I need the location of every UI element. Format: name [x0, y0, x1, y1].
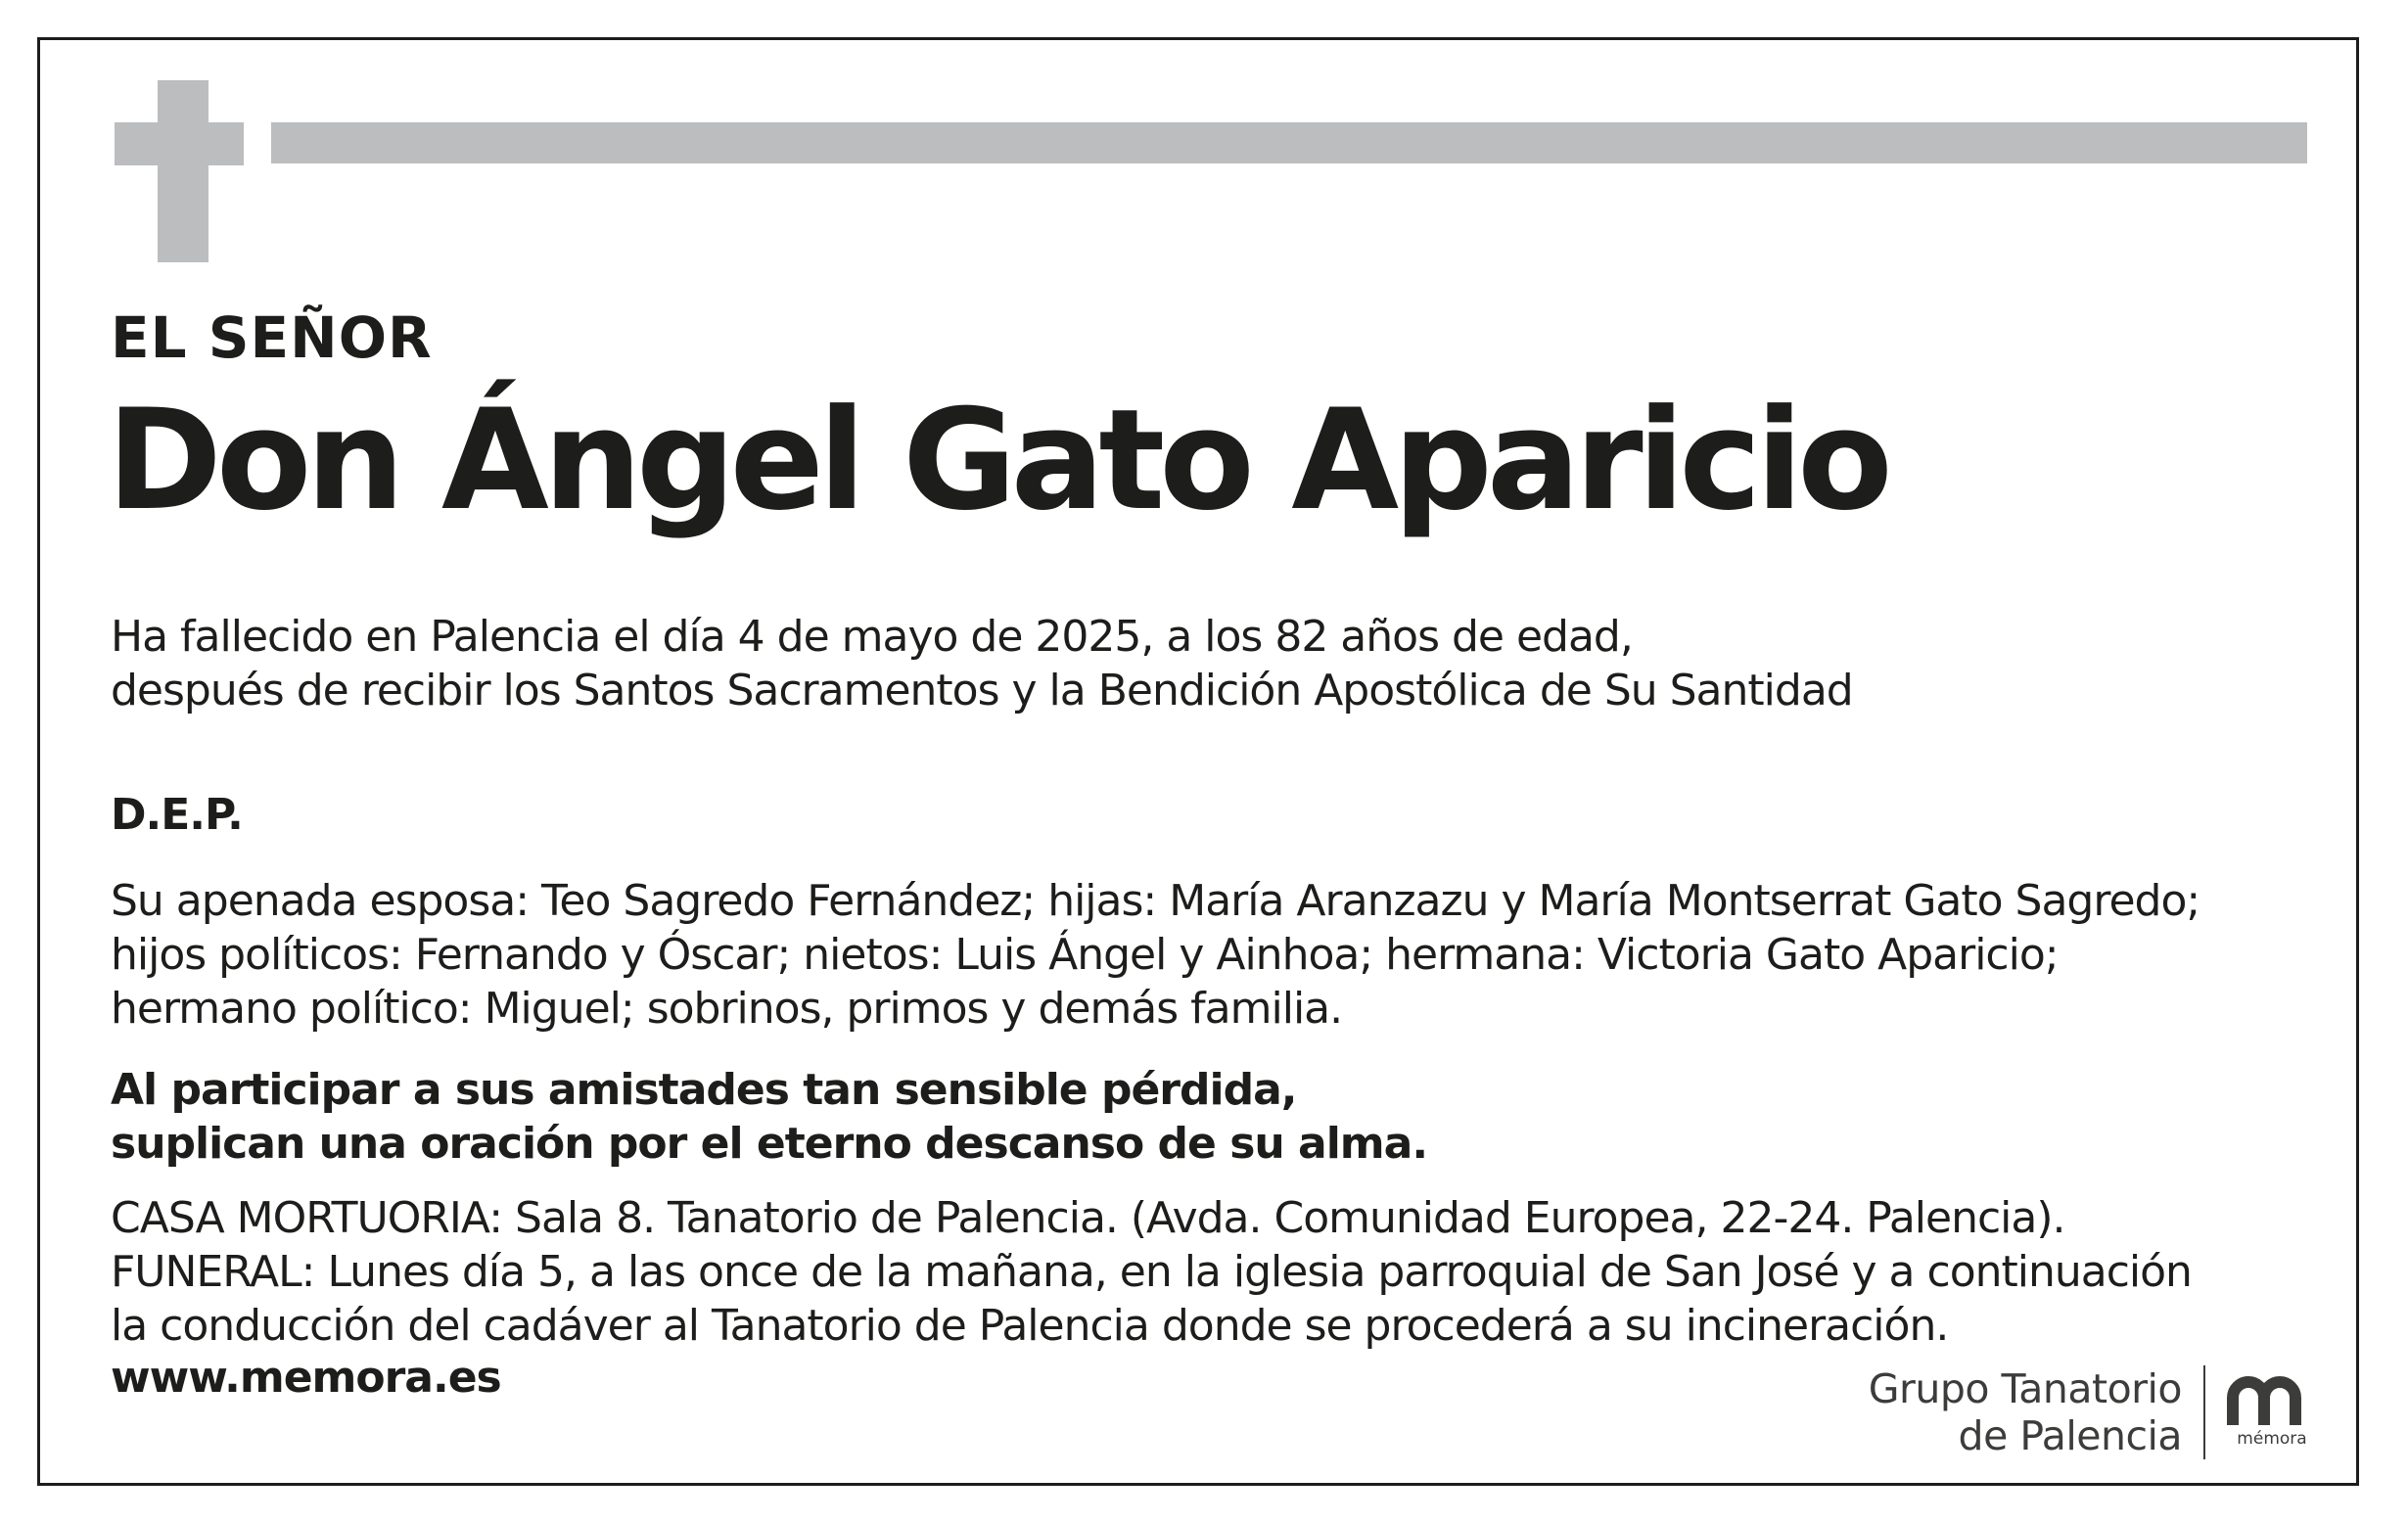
death-note: [111, 610, 2303, 717]
header-rule: [271, 122, 2307, 163]
family-list: [111, 874, 2303, 1036]
funeral-home-name-line: de Palencia: [1958, 1412, 2182, 1459]
family-line: hijos políticos: Fernando y Óscar; nietos: Luis Ángel y Ainhoa; hermana: Victoria Gato Aparicio;: [111, 930, 2059, 980]
death-note-line: después de recibir los Santos Sacramentos y la Bendición Apostólica de Su Santidad: [111, 666, 1853, 715]
funeral-home-brand: [1869, 1365, 2317, 1459]
memora-logo: [2205, 1376, 2317, 1449]
website-link[interactable]: www.memora.es: [111, 1353, 501, 1403]
details-line: CASA MORTUORIA: Sala 8. Tanatorio de Palencia. (Avda. Comunidad Europea, 22-24. Palencia).: [111, 1193, 2065, 1243]
prayer-request: [111, 1063, 2303, 1171]
family-line: Su apenada esposa: Teo Sagredo Fernández; hijas: María Aranzazu y María Montserrat Gato Sagredo;: [111, 876, 2200, 926]
prayer-line: Al participar a sus amistades tan sensible pérdida,: [111, 1065, 1297, 1115]
cross-icon-horizontal: [115, 122, 244, 165]
death-note-line: Ha fallecido en Palencia el día 4 de mayo de 2025, a los 82 años de edad,: [111, 612, 1633, 662]
memora-m-logo-icon: [2227, 1376, 2317, 1427]
family-line: hermano político: Miguel; sobrinos, primos y demás familia.: [111, 984, 1343, 1034]
title-prefix: EL SEÑOR: [111, 304, 433, 371]
details-line: la conducción del cadáver al Tanatorio de Palencia donde se procederá a su incineración.: [111, 1301, 1949, 1351]
rip-text: D.E.P.: [111, 790, 243, 840]
prayer-line: suplican una oración por el eterno descanso de su alma.: [111, 1119, 1428, 1169]
service-details: [111, 1191, 2303, 1353]
memora-logo-word: mémora: [2237, 1429, 2307, 1449]
cross-icon-vertical: [158, 80, 208, 262]
details-line: FUNERAL: Lunes día 5, a las once de la mañana, en la iglesia parroquial de San José y a continuación: [111, 1247, 2192, 1297]
obituary-card: [37, 37, 2359, 1486]
funeral-home-name-line: Grupo Tanatorio: [1868, 1365, 2182, 1412]
deceased-name: Don Ángel Gato Aparicio: [107, 380, 1887, 541]
funeral-home-name: [1869, 1365, 2205, 1459]
